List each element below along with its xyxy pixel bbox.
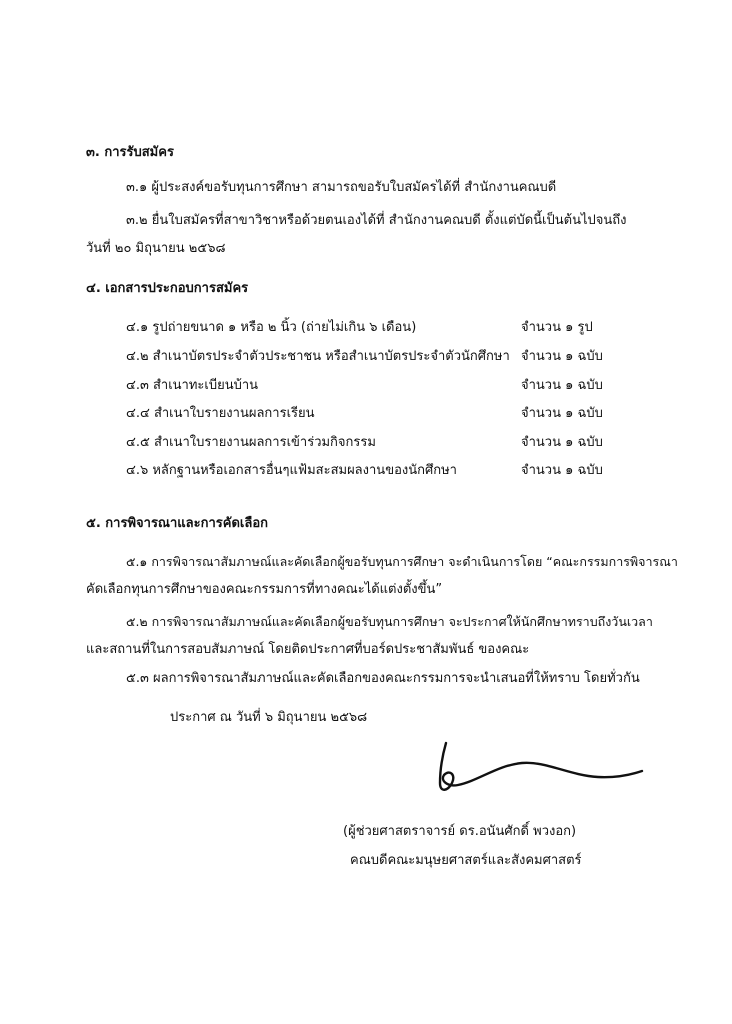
signature-image: [418, 735, 648, 825]
section3-paragraph-2-line2: วันที่ ๒๐ มิถุนายน ๒๕๖๘: [86, 241, 226, 256]
document-item-quantity: จำนวน ๑ ฉบับ: [521, 435, 603, 450]
section5-paragraph-2-line1: ๕.๒ การพิจารณาสัมภาษณ์และคัดเลือกผู้ขอรับทุนการศึกษา จะประกาศให้นักศึกษาทราบถึงวันเวลา: [126, 614, 653, 629]
section5-paragraph-2-line2: และสถานที่ในการสอบสัมภาษณ์ โดยติดประกาศที่บอร์ดประชาสัมพันธ์ ของคณะ: [86, 642, 530, 657]
section4-heading: ๔. เอกสารประกอบการสมัคร: [86, 281, 249, 296]
document-item-label: ๔.๓ สำเนาทะเบียนบ้าน: [126, 378, 259, 393]
section5-paragraph-1-line1: ๕.๑ การพิจารณาสัมภาษณ์และคัดเลือกผู้ขอรับทุนการศึกษา จะดำเนินการโดย “คณะกรรมการพิจารณา: [126, 554, 678, 569]
document-item-label: ๔.๑ รูปถ่ายขนาด ๑ หรือ ๒ นิ้ว (ถ่ายไม่เกิน ๖ เดือน): [126, 320, 417, 335]
announcement-date: ประกาศ ณ วันที่ ๖ มิถุนายน ๒๕๖๘: [170, 710, 368, 725]
document-item-quantity: จำนวน ๑ รูป: [521, 320, 593, 335]
document-item-label: ๔.๔ สำเนาใบรายงานผลการเรียน: [126, 406, 315, 421]
document-item-quantity: จำนวน ๑ ฉบับ: [521, 378, 603, 393]
signer-name: (ผู้ช่วยศาสตราจารย์ ดร.อนันศักดิ์ พวงอก): [343, 824, 577, 839]
section3-heading: ๓. การรับสมัคร: [86, 145, 174, 160]
section5-heading: ๕. การพิจารณาและการคัดเลือก: [86, 516, 268, 531]
document-item-quantity: จำนวน ๑ ฉบับ: [521, 349, 603, 364]
section3-paragraph-2-line1: ๓.๒ ยื่นใบสมัครที่สาขาวิชาหรือด้วยตนเองได้ที่ สำนักงานคณบดี ตั้งแต่บัดนี้เป็นต้นไปจนถึง: [126, 213, 627, 228]
document-item-quantity: จำนวน ๑ ฉบับ: [521, 406, 603, 421]
document-item-label: ๔.๖ หลักฐานหรือเอกสารอื่นๆแฟ้มสะสมผลงานของนักศึกษา: [126, 463, 457, 478]
section5-paragraph-3: ๕.๓ ผลการพิจารณาสัมภาษณ์และคัดเลือกของคณะกรรมการจะนำเสนอที่ให้ทราบ โดยทั่วกัน: [126, 671, 640, 686]
document-item-quantity: จำนวน ๑ ฉบับ: [521, 463, 603, 478]
document-item-label: ๔.๒ สำเนาบัตรประจำตัวประชาชน หรือสำเนาบัตรประจำตัวนักศึกษา: [126, 349, 510, 364]
document-item-label: ๔.๕ สำเนาใบรายงานผลการเข้าร่วมกิจกรรม: [126, 435, 376, 450]
signer-position: คณบดีคณะมนุษยศาสตร์และสังคมศาสตร์: [350, 853, 582, 868]
section5-paragraph-1-line2: คัดเลือกทุนการศึกษาของคณะกรรมการที่ทางคณะได้แต่งตั้งขึ้น”: [86, 582, 443, 597]
section3-paragraph-1: ๓.๑ ผู้ประสงค์ขอรับทุนการศึกษา สามารถขอรับใบสมัครได้ที่ สำนักงานคณบดี: [126, 180, 557, 195]
